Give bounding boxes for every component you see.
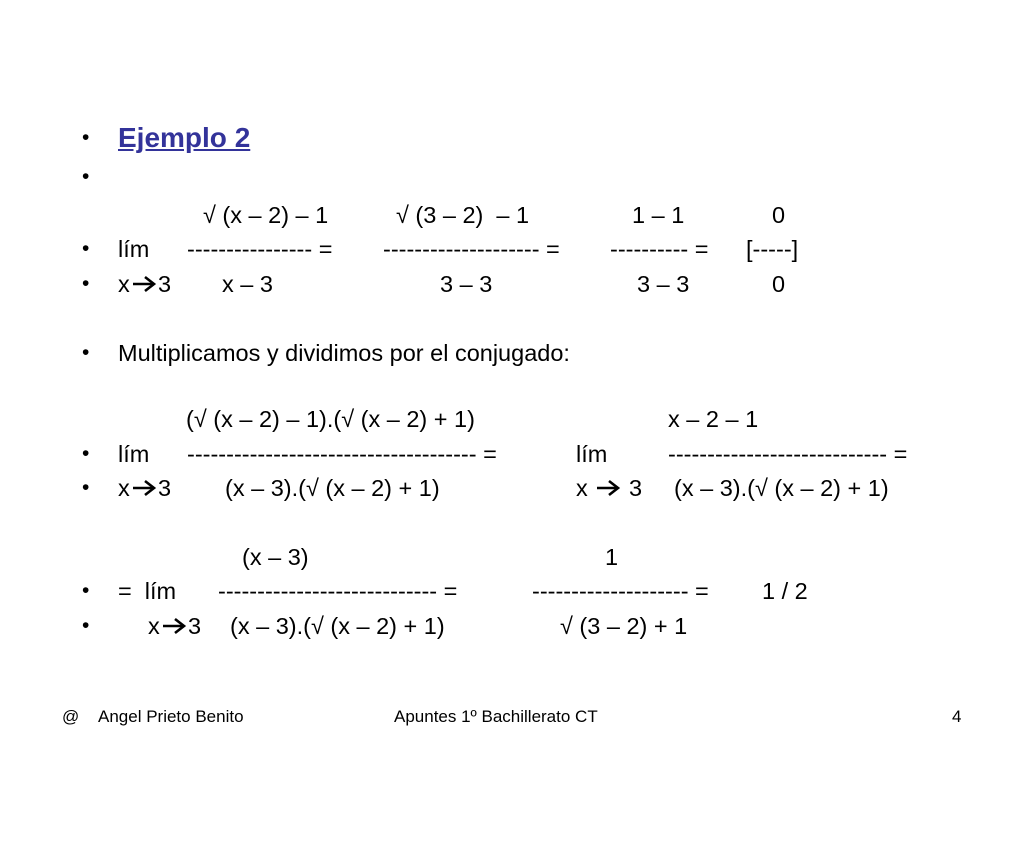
ex1-numerator-row: [0, 198, 1024, 232]
ex1-den-2: 3 – 3: [440, 271, 493, 297]
fraction-bar: ---------------------------- =: [218, 578, 458, 604]
ex3-denominator-row: [0, 609, 1024, 643]
bullet: •: [82, 614, 90, 637]
ex1-limit-row: [0, 232, 1024, 266]
ex3-num-1: (x – 3): [242, 544, 309, 570]
bullet: •: [82, 341, 90, 364]
bullet: •: [82, 165, 90, 188]
fraction-bar: -------------------- =: [532, 578, 709, 604]
ex2-den-2: (x – 3).(√ (x – 2) + 1): [674, 475, 889, 501]
ex1-num-3: 1 – 1: [632, 202, 685, 228]
fraction-bar: ---------------------------- =: [668, 441, 908, 467]
right-arrow-icon: [132, 275, 158, 293]
ex3-limit-row: [0, 574, 1024, 608]
fraction-bar: ---------------- =: [187, 236, 333, 262]
result-value: 1 / 2: [762, 578, 808, 604]
limit-target: 3: [158, 475, 172, 501]
lim-label: = lím: [118, 578, 177, 604]
empty-bullet-row: [0, 160, 1024, 194]
limit-target: 3: [188, 613, 202, 639]
ex3-numerator-row: [0, 540, 1024, 574]
ex1-den-4: 0: [772, 271, 786, 297]
indeterminate-form: [-----]: [746, 236, 799, 262]
lim-label: lím: [118, 236, 150, 262]
ex1-num-2: √ (3 – 2) – 1: [396, 202, 530, 228]
limit-var: x: [576, 475, 588, 501]
limit-var: x: [118, 475, 130, 501]
ex2-num-1: (√ (x – 2) – 1).(√ (x – 2) + 1): [186, 406, 475, 432]
ex3-den-1: (x – 3).(√ (x – 2) + 1): [230, 613, 445, 639]
bullet: •: [82, 272, 90, 295]
footer-at-symbol: @: [62, 707, 80, 726]
ex2-num-2: x – 2 – 1: [668, 406, 759, 432]
fraction-bar: ------------------------------------- =: [187, 441, 497, 467]
footer-author: Angel Prieto Benito: [98, 707, 244, 726]
limit-target: 3: [629, 475, 643, 501]
slide-title: Ejemplo 2: [118, 122, 251, 153]
limit-target: 3: [158, 271, 172, 297]
lim-label: lím: [576, 441, 608, 467]
ex1-denominator-row: [0, 267, 1024, 301]
ex1-num-1: √ (x – 2) – 1: [203, 202, 329, 228]
fraction-bar: -------------------- =: [383, 236, 560, 262]
title-row: [0, 121, 1024, 155]
ex2-den-1: (x – 3).(√ (x – 2) + 1): [225, 475, 440, 501]
ex1-num-4: 0: [772, 202, 786, 228]
right-arrow-icon: [132, 479, 158, 497]
footer-course: Apuntes 1º Bachillerato CT: [394, 707, 598, 726]
conjugate-text: Multiplicamos y dividimos por el conjugado:: [118, 340, 570, 366]
right-arrow-icon: [596, 479, 622, 497]
right-arrow-icon: [162, 617, 188, 635]
conjugate-text-row: [0, 336, 1024, 370]
fraction-bar: ---------- =: [610, 236, 709, 262]
bullet: •: [82, 237, 90, 260]
ex2-numerator-row: [0, 402, 1024, 436]
limit-var: x: [118, 271, 130, 297]
lim-label: lím: [118, 441, 150, 467]
ex2-denominator-row: [0, 471, 1024, 505]
ex1-den-3: 3 – 3: [637, 271, 690, 297]
bullet: •: [82, 476, 90, 499]
bullet: •: [82, 579, 90, 602]
bullet: •: [82, 126, 90, 149]
bullet: •: [82, 442, 90, 465]
ex3-num-2: 1: [605, 544, 619, 570]
ex3-den-2: √ (3 – 2) + 1: [560, 613, 688, 639]
ex1-den-1: x – 3: [222, 271, 273, 297]
limit-var: x: [148, 613, 160, 639]
ex2-limit-row: [0, 437, 1024, 471]
footer-page-number: 4: [952, 707, 962, 726]
